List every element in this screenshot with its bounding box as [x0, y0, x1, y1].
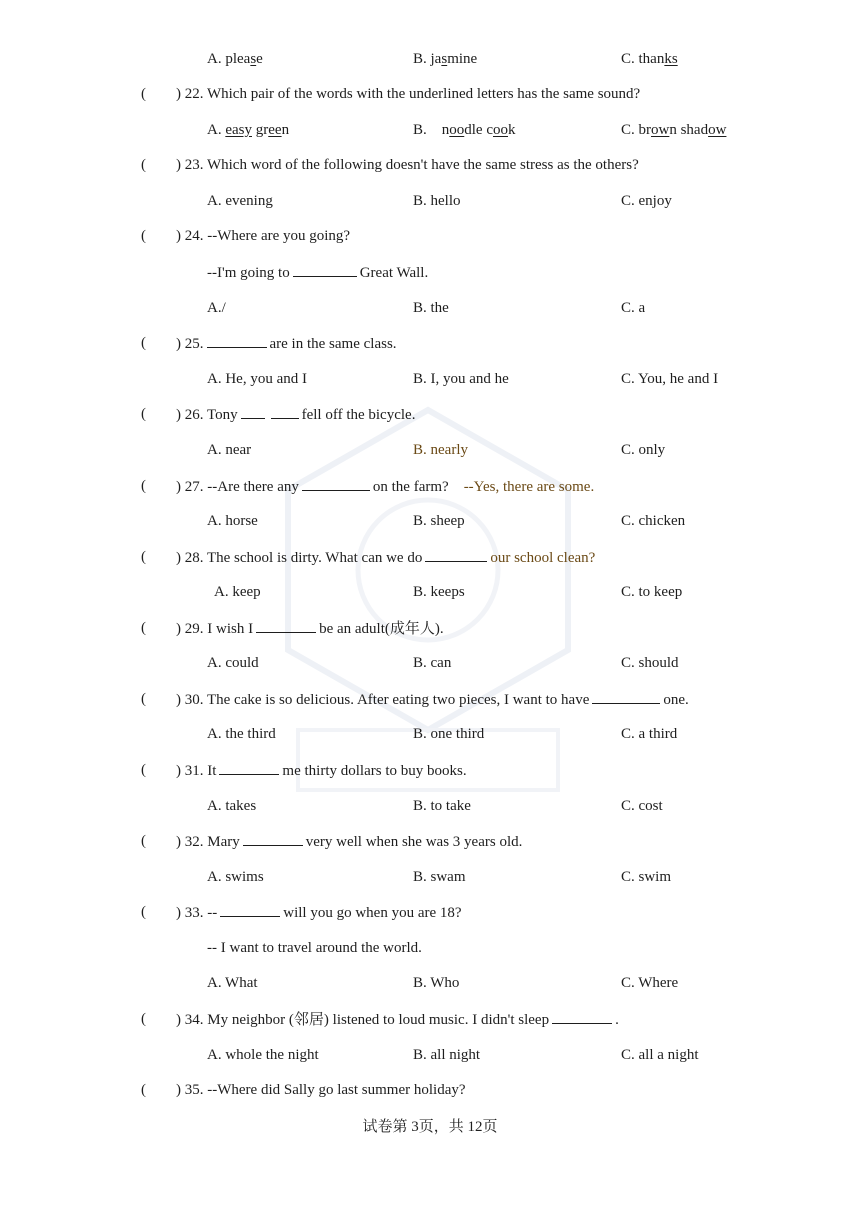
q24-option-a: A./: [207, 300, 226, 316]
top-option-a: A. please: [207, 51, 263, 67]
answer-bracket-27[interactable]: (: [141, 478, 146, 494]
q27-option-a: A. horse: [207, 513, 258, 529]
question-25: ) 25. are in the same class.: [176, 332, 397, 354]
q28-option-c: C. to keep: [621, 584, 683, 600]
answer-bracket-22[interactable]: (: [141, 86, 146, 102]
answer-bracket-28[interactable]: (: [141, 549, 146, 565]
top-option-b: B. jasmine: [413, 51, 478, 67]
question-26: ) 26. Tony fell off the bicycle.: [176, 403, 415, 425]
q28-option-b: B. keeps: [413, 584, 465, 600]
q33-option-a: A. What: [207, 975, 258, 991]
q32-option-c: C. swim: [621, 869, 672, 885]
answer-bracket-29[interactable]: (: [141, 620, 146, 636]
q24-option-c: C. a: [621, 300, 646, 316]
q23-option-b: B. hello: [413, 193, 461, 209]
fill-blank[interactable]: [241, 403, 265, 419]
fill-blank[interactable]: [256, 617, 316, 633]
q33-option-c: C. Where: [621, 975, 679, 991]
question-35: ) 35. --Where did Sally go last summer holiday?: [176, 1082, 466, 1098]
question-22: ) 22. Which pair of the words with the underlined letters has the same sound?: [176, 86, 641, 102]
q26-option-c: C. only: [621, 442, 666, 458]
fill-blank[interactable]: [207, 332, 267, 348]
answer-bracket-24[interactable]: (: [141, 228, 146, 244]
fill-blank[interactable]: [302, 475, 370, 491]
question-34: ) 34. My neighbor (邻居) listened to loud music. I didn't sleep .: [176, 1008, 619, 1030]
q29-option-b: B. can: [413, 655, 452, 671]
question-28: ) 28. The school is dirty. What can we do our school clean?: [176, 546, 595, 568]
fill-blank[interactable]: [293, 261, 357, 277]
fill-blank[interactable]: [220, 901, 280, 917]
q30-option-a: A. the third: [207, 726, 276, 742]
watermark-logo: [278, 400, 578, 820]
answer-bracket-25[interactable]: (: [141, 335, 146, 351]
question-24: ) 24. --Where are you going?: [176, 228, 351, 244]
fill-blank[interactable]: [271, 403, 299, 419]
q29-option-a: A. could: [207, 655, 259, 671]
q25-option-b: B. I, you and he: [413, 371, 509, 387]
answer-bracket-23[interactable]: (: [141, 157, 146, 173]
q32-option-a: A. swims: [207, 869, 264, 885]
q27-option-b: B. sheep: [413, 513, 465, 529]
answer-bracket-26[interactable]: (: [141, 406, 146, 422]
question-33-reply: -- I want to travel around the world.: [207, 940, 422, 956]
question-33: ) 33. -- will you go when you are 18?: [176, 901, 462, 923]
question-31: ) 31. It me thirty dollars to buy books.: [176, 759, 467, 781]
q34-option-a: A. whole the night: [207, 1047, 319, 1063]
fill-blank[interactable]: [219, 759, 279, 775]
q31-option-a: A. takes: [207, 798, 257, 814]
answer-bracket-33[interactable]: (: [141, 904, 146, 920]
q27-option-c: C. chicken: [621, 513, 686, 529]
q34-option-c: C. all a night: [621, 1047, 699, 1063]
question-29: ) 29. I wish I be an adult(成年人).: [176, 617, 444, 639]
q23-option-a: A. evening: [207, 193, 273, 209]
q26-option-b: B. nearly: [413, 442, 468, 458]
q22-option-a: A. easy green: [207, 122, 290, 138]
q25-option-a: A. He, you and I: [207, 371, 307, 387]
answer-bracket-32[interactable]: (: [141, 833, 146, 849]
top-option-c: C. thanks: [621, 51, 678, 67]
answer-bracket-30[interactable]: (: [141, 691, 146, 707]
q26-option-a: A. near: [207, 442, 252, 458]
q22-option-c: C. brown shadow: [621, 122, 727, 138]
fill-blank[interactable]: [243, 830, 303, 846]
q25-option-c: C. You, he and I: [621, 371, 719, 387]
fill-blank[interactable]: [592, 688, 660, 704]
q23-option-c: C. enjoy: [621, 193, 672, 209]
q28-option-a: A. keep: [214, 584, 261, 600]
q22-option-b: B. noodle cook: [413, 122, 516, 138]
question-27: ) 27. --Are there any on the farm? --Yes, there are some.: [176, 475, 594, 497]
q32-option-b: B. swam: [413, 869, 466, 885]
fill-blank[interactable]: [425, 546, 487, 562]
question-23: ) 23. Which word of the following doesn't have the same stress as the others?: [176, 157, 639, 173]
answer-bracket-34[interactable]: (: [141, 1011, 146, 1027]
q31-option-b: B. to take: [413, 798, 471, 814]
q29-option-c: C. should: [621, 655, 679, 671]
q24-option-b: B. the: [413, 300, 449, 316]
q30-option-c: C. a third: [621, 726, 678, 742]
page-footer: 试卷第 3页，共 12页: [362, 1119, 498, 1135]
answer-bracket-31[interactable]: (: [141, 762, 146, 778]
fill-blank[interactable]: [552, 1008, 612, 1024]
question-24-reply: --I'm going to Great Wall.: [207, 261, 428, 283]
q31-option-c: C. cost: [621, 798, 663, 814]
question-32: ) 32. Mary very well when she was 3 years old.: [176, 830, 522, 852]
answer-bracket-35[interactable]: (: [141, 1082, 146, 1098]
q30-option-b: B. one third: [413, 726, 485, 742]
question-30: ) 30. The cake is so delicious. After eating two pieces, I want to have one.: [176, 688, 689, 710]
q34-option-b: B. all night: [413, 1047, 481, 1063]
q33-option-b: B. Who: [413, 975, 460, 991]
